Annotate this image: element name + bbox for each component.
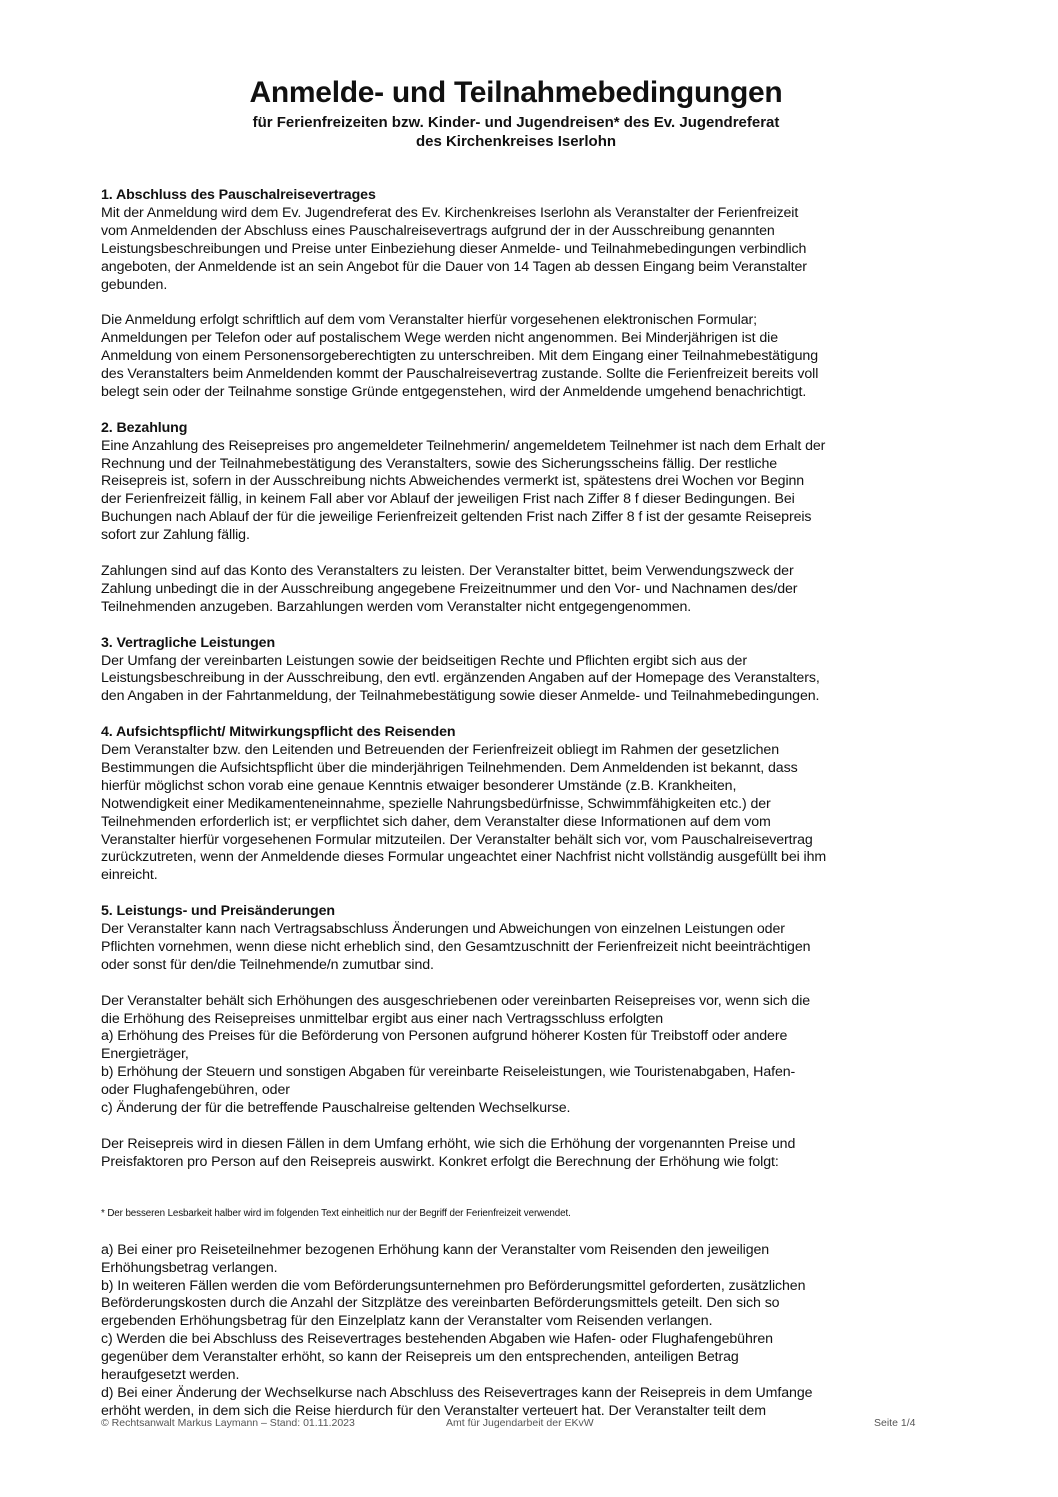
text-line: sofort zur Zahlung fällig.: [101, 527, 250, 544]
section-heading-2: 2. Bezahlung: [101, 419, 188, 436]
text-line: angeboten, der Anmeldende ist an sein Angebot für die Dauer von 14 Tagen ab dessen Eingang beim Veranstalter: [101, 258, 807, 275]
text-line: ergebenden Erhöhungsbetrag für den Einzelplatz kann der Veranstalter vom Reisenden verlangen.: [101, 1313, 713, 1330]
text-line: Pflichten vornehmen, wenn diese nicht erheblich sind, den Gesamtzuschnitt der Ferienfreizeit nicht beeinträchtigen: [101, 938, 811, 955]
text-line: Eine Anzahlung des Reisepreises pro angemeldeter Teilnehmerin/ angemeldetem Teilnehmer ist nach dem Erhalt der: [101, 437, 826, 454]
text-line: Veranstalter hierfür vorgesehenen Formular mitzuteilen. Der Veranstalter behält sich vor, vom Pauschalreisevertrag: [101, 831, 813, 848]
text-line: c) Änderung der für die betreffende Pauschalreise geltenden Wechselkurse.: [101, 1100, 571, 1117]
text-line: hierfür möglichst schon vorab eine genaue Kenntnis etwaiger besonderer Umstände (z.B. Krankheiten,: [101, 777, 737, 794]
text-line: Der Umfang der vereinbarten Leistungen sowie der beidseitigen Rechte und Pflichten ergibt sich aus der: [101, 652, 747, 669]
text-line: Dem Veranstalter bzw. den Leitenden und Betreuenden der Ferienfreizeit obliegt im Rahmen der gesetzlichen: [101, 742, 780, 759]
text-line: Leistungsbeschreibung in der Ausschreibung, den evtl. ergänzenden Angaben auf der Homepage des Veranstalters,: [101, 670, 820, 687]
text-line: vom Anmeldenden der Abschluss eines Pauschalreisevertrags aufgrund der in der Ausschreibung genannten: [101, 222, 775, 239]
text-line: gegenüber dem Veranstalter erhöht, so kann der Reisepreis um den entsprechenden, anteiligen Betrag: [101, 1349, 739, 1366]
footer-page-number: Seite 1/4: [874, 1417, 916, 1429]
document-body: [101, 187, 951, 1421]
document-subtitle-line1: für Ferienfreizeiten bzw. Kinder- und Jugendreisen* des Ev. Jugendreferat: [252, 114, 780, 131]
text-line: Teilnehmenden erforderlich ist; er verpflichtet sich daher, dem Veranstalter diese Informationen auf dem vom: [101, 813, 771, 830]
text-line: des Veranstalters beim Anmeldenden kommt der Pauschalreisevertrag zustande. Sollte die Ferienfreizeit bereits voll: [101, 366, 819, 383]
text-line: Der Reisepreis wird in diesen Fällen in dem Umfang erhöht, wie sich die Erhöhung der vorgenannten Preise und: [101, 1135, 796, 1152]
text-line: d) Bei einer Änderung der Wechselkurse nach Abschluss des Reisevertrages kann der Reisepreis in dem Umfange: [101, 1384, 813, 1401]
section-1-paragraph-2: [101, 312, 951, 402]
text-line: einreicht.: [101, 867, 158, 884]
section-5-paragraph-3: [101, 1136, 951, 1172]
section-heading-5: 5. Leistungs- und Preisänderungen: [101, 903, 335, 920]
text-line: Der Veranstalter behält sich Erhöhungen des ausgeschriebenen oder vereinbarten Reisepreises vor, wenn sich die: [101, 992, 811, 1009]
text-line: Anmeldungen per Telefon oder auf postalischem Wege werden nicht angenommen. Bei Minderjährigen ist die: [101, 330, 778, 347]
text-line: Leistungsbeschreibungen und Preise unter Einbeziehung dieser Anmelde- und Teilnahmebedingungen verbindlich: [101, 240, 807, 257]
text-line: Erhöhungsbetrag verlangen.: [101, 1259, 278, 1276]
text-line: oder Flughafengebühren, oder: [101, 1082, 290, 1099]
text-line: Die Anmeldung erfolgt schriftlich auf dem vom Veranstalter hierfür vorgesehenen elektronischen Formular;: [101, 312, 757, 329]
text-line: c) Werden die bei Abschluss des Reisevertrages bestehenden Abgaben wie Hafen- oder Flughafengebühren: [101, 1331, 773, 1348]
text-line: der Ferienfreizeit fällig, in keinem Fall aber vor Ablauf der jeweiligen Frist nach Ziffer 8 f dieser Bedingungen. Bei: [101, 491, 795, 508]
text-line: heraufgesetzt werden.: [101, 1367, 240, 1384]
text-line: b) In weiteren Fällen werden die vom Beförderungsunternehmen pro Beförderungsmittel geforderten, zusätzlichen: [101, 1277, 806, 1294]
text-line: Teilnehmenden anzugeben. Barzahlungen werden vom Veranstalter nicht entgegengenommen.: [101, 598, 692, 615]
section-5-paragraph-1: [101, 921, 951, 975]
text-line: Anmeldung von einem Personensorgeberechtigten zu unterschreiben. Mit dem Eingang einer Teilnahmebestätigung: [101, 348, 818, 365]
section-5-paragraph-4: [101, 1242, 951, 1421]
text-line: Der Veranstalter kann nach Vertragsabschluss Änderungen und Abweichungen von einzelnen Leistungen oder: [101, 921, 785, 938]
text-line: den Angaben in der Fahrtanmeldung, der Teilnahmebestätigung sowie dieser Anmelde- und Teilnahmebedingungen.: [101, 688, 820, 705]
section-4-paragraph-1: [101, 742, 951, 885]
text-line: Beförderungskosten durch die Anzahl der Sitzplätze des vereinbarten Beförderungsmittels geteilt. Den sich so: [101, 1295, 780, 1312]
text-line: Bestimmungen die Aufsichtspflicht über die minderjährigen Teilnehmenden. Dem Anmeldenden ist bekannt, dass: [101, 759, 798, 776]
text-line: Mit der Anmeldung wird dem Ev. Jugendreferat des Ev. Kirchenkreises Iserlohn als Veranstalter der Ferienfreizeit: [101, 204, 799, 221]
text-line: Notwendigkeit einer Medikamenteneinnahme, spezielle Nahrungsbedürfnisse, Schwimmfähigkeiten etc.) der: [101, 795, 771, 812]
section-heading-3: 3. Vertragliche Leistungen: [101, 634, 276, 651]
text-line: a) Erhöhung des Preises für die Beförderung von Personen aufgrund höherer Kosten für Treibstoff oder andere: [101, 1028, 788, 1045]
section-1-paragraph-1: [101, 205, 951, 295]
document-title: Anmelde- und Teilnahmebedingungen: [249, 76, 783, 109]
text-line: Preisfaktoren pro Person auf den Reisepreis auswirkt. Konkret erfolgt die Berechnung der Erhöhung wie folgt:: [101, 1153, 779, 1170]
footnote: * Der besseren Lesbarkeit halber wird im folgenden Text einheitlich nur der Begriff der Ferienfreizeit verwendet.: [101, 1207, 571, 1219]
text-line: belegt sein oder der Teilnahme sonstige Gründe entgegenstehen, wird der Anmeldende umgehend benachrichtigt.: [101, 383, 807, 400]
text-line: Rechnung und der Teilnahmebestätigung des Veranstalters, sowie des Sicherungsscheins fällig. Der restliche: [101, 455, 778, 472]
footer-organization: Amt für Jugendarbeit der EKvW: [446, 1417, 594, 1429]
text-line: oder sonst für den/die Teilnehmende/n zumutbar sind.: [101, 956, 434, 973]
text-line: Energieträger,: [101, 1046, 189, 1063]
text-line: b) Erhöhung der Steuern und sonstigen Abgaben für vereinbarte Reiseleistungen, wie Touristenabgaben, Hafen-: [101, 1064, 796, 1081]
text-line: Zahlungen sind auf das Konto des Veranstalters zu leisten. Der Veranstalter bittet, beim Verwendungszweck der: [101, 562, 794, 579]
section-heading-4: 4. Aufsichtspflicht/ Mitwirkungspflicht des Reisenden: [101, 724, 456, 741]
text-line: zurückzutreten, wenn der Anmeldende dieses Formular ungeachtet einer Nachfrist nicht vollständig ausgefüllt bei ihm: [101, 849, 827, 866]
text-line: Zahlung unbedingt die in der Ausschreibung angegebene Freizeitnummer und den Vor- und Nachnamen des/der: [101, 580, 798, 597]
text-line: a) Bei einer pro Reiseteilnehmer bezogenen Erhöhung kann der Veranstalter vom Reisenden den jeweiligen: [101, 1241, 770, 1258]
text-line: die Erhöhung des Reisepreises unmittelbar ergibt aus einer nach Vertragsschluss erfolgten: [101, 1010, 664, 1027]
section-2-paragraph-1: [101, 438, 951, 545]
text-line: erhöht werden, in dem sich die Reise hierdurch für den Veranstalter verteuert hat. Der Veranstalter teilt dem: [101, 1402, 766, 1419]
text-line: gebunden.: [101, 276, 168, 293]
section-5-paragraph-2: [101, 993, 951, 1118]
section-2-paragraph-2: [101, 563, 951, 617]
text-line: Reisepreis ist, sofern in der Ausschreibung nichts Abweichendes vermerkt ist, spätestens drei Wochen vor Beginn: [101, 473, 805, 490]
section-3-paragraph-1: [101, 653, 951, 707]
section-heading-1: 1. Abschluss des Pauschalreisevertrages: [101, 187, 376, 203]
text-line: Buchungen nach Ablauf der für die jeweilige Ferienfreizeit geltenden Frist nach Ziffer 8 f ist der gesamte Reisepreis: [101, 509, 812, 526]
footer-copyright: © Rechtsanwalt Markus Laymann – Stand: 01.11.2023: [101, 1417, 355, 1429]
document-subtitle-line2: des Kirchenkreises Iserlohn: [415, 133, 617, 150]
